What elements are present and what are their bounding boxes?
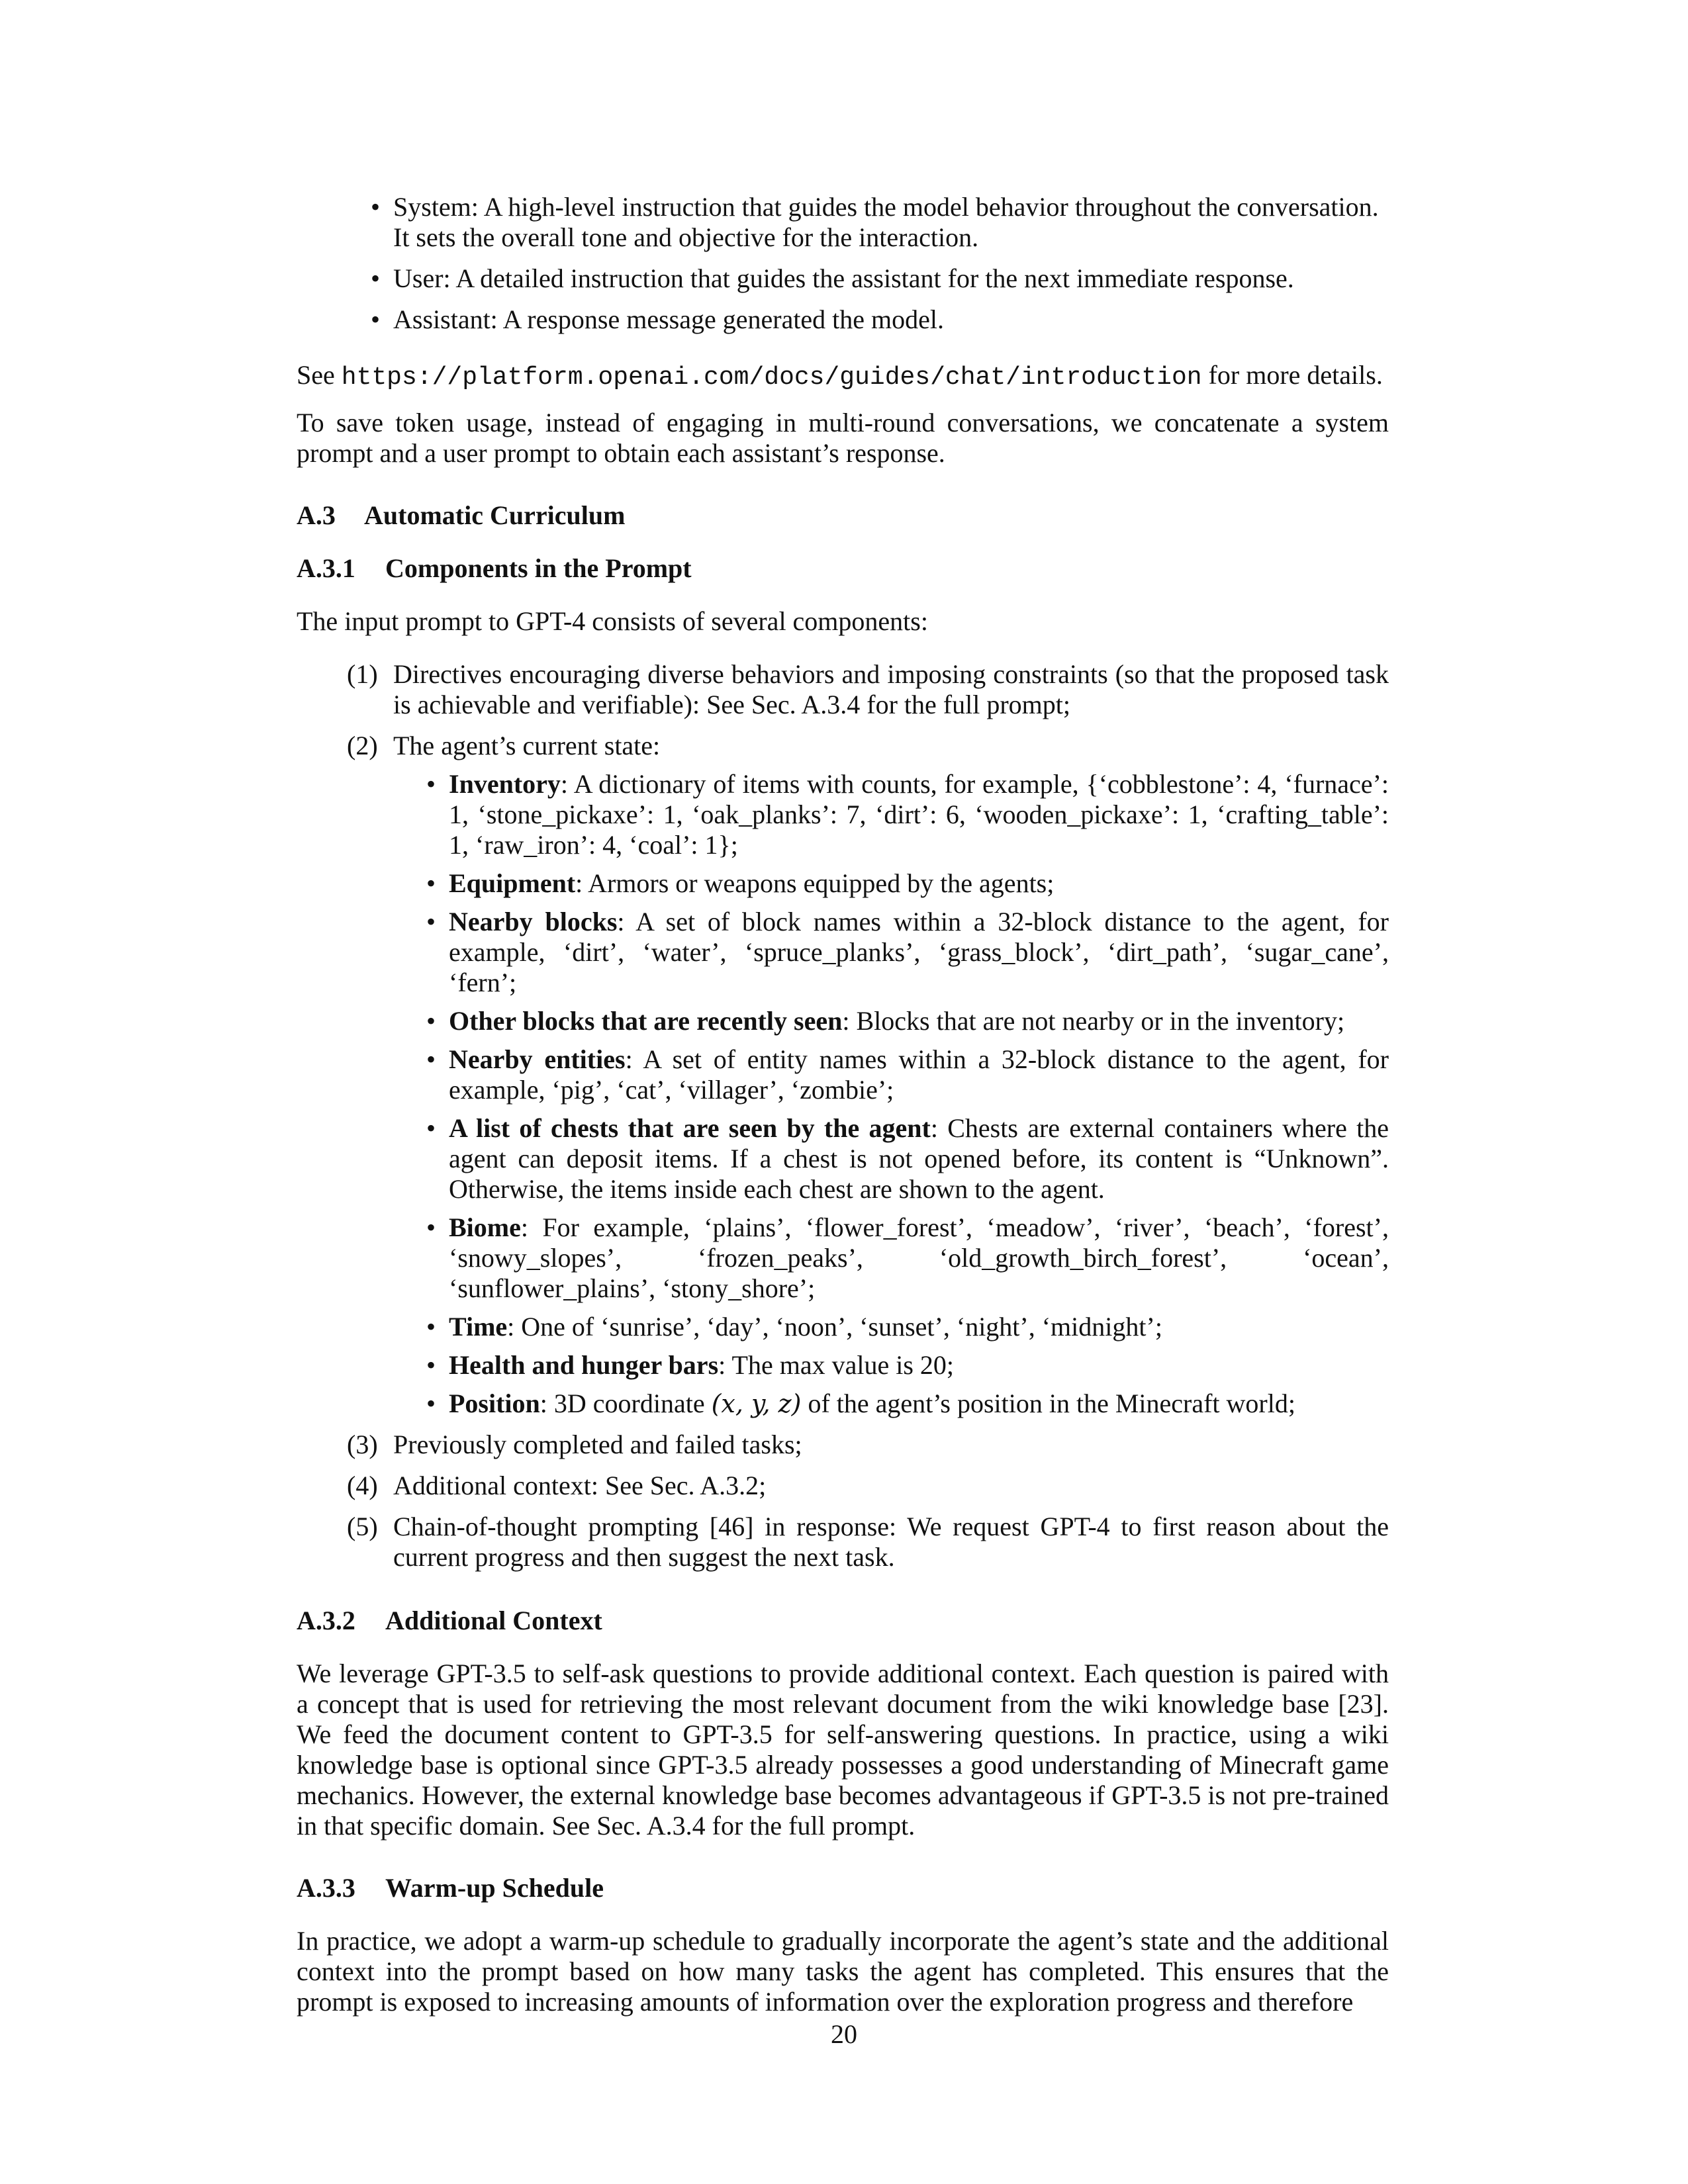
coordinate-math: (x, y, z) bbox=[711, 1389, 802, 1418]
list-item bbox=[297, 192, 1389, 253]
list-item: • Health and hunger bars: The max value is 20; bbox=[426, 1350, 954, 1380]
bullet-icon: • bbox=[426, 1312, 436, 1342]
a33-body: In practice, we adopt a warm-up schedule to gradually incorporate the agent’s state and the additional context into the prompt based on how many tasks the agent has completed. This ensures that the prompt is exposed to increasing amounts of information over the exploration progress and therefore bbox=[297, 1926, 1389, 2017]
list-item: • Biome: For example, ‘plains’, ‘flower_forest’, ‘meadow’, ‘river’, ‘beach’, ‘forest’, ‘snowy_slopes’, ‘frozen_peaks’, ‘old_growth_birch_forest’, ‘ocean’, ‘sunflower_plains’, ‘stony_shore’; bbox=[426, 1212, 1389, 1303]
section-heading-a31: A.3.1 Components in the Prompt bbox=[297, 553, 692, 583]
bullet-icon: • bbox=[426, 907, 436, 936]
list-item: (4) Additional context: See Sec. A.3.2; bbox=[347, 1471, 767, 1500]
list-item: • Nearby blocks: A set of block names within a 32-block distance to the agent, for example, ‘dirt’, ‘water’, ‘spruce_planks’, ‘grass_block’, ‘dirt_path’, ‘sugar_cane’, ‘fern’; bbox=[426, 907, 1389, 997]
section-heading-a33: A.3.3 Warm-up Schedule bbox=[297, 1873, 604, 1903]
state-list bbox=[393, 769, 1389, 1419]
bullet-icon: • bbox=[426, 1350, 436, 1380]
bullet-icon: • bbox=[426, 1212, 436, 1242]
a32-body: We leverage GPT-3.5 to self-ask questions to provide additional context. Each question is paired with a concept that is used for retrieving the most relevant document from the wiki knowledge base [23]. We feed the document content to GPT-3.5 for self-answering questions. In practice, using a wiki knowledge base is optional since GPT-3.5 already possesses a good understanding of Minecraft game mechanics. However, the external knowledge base becomes advantageous if GPT-3.5 is not pre-trained in that specific domain. See Sec. A.3.4 for the full prompt. bbox=[297, 1659, 1389, 1841]
list-item bbox=[297, 304, 1389, 335]
bullet-icon: • bbox=[426, 1044, 436, 1074]
list-item: (2) The agent’s current state: • Inventory: A dictionary of items with counts, for example, {‘cobblestone’: 4, ‘furnace’: 1, ‘stone_pickaxe’: 1, ‘oak_planks’: 7, ‘dirt’: 6, ‘wooden_pickaxe’: 1, ‘crafting_table’: 1, ‘raw_iron’: 4, ‘coal’: 1}; • Equipment: Armors or weapons equipped by the agents; • Nearby blocks: A set of block names within a 32-block distance to the agent, for example, ‘dirt’, ‘water’, ‘spruce_planks’, ‘grass_block’, ‘dirt_path’, ‘sugar_cane’, ‘fern’; • Other blocks that are recently seen: Blocks that are not nearby or in the inventory; • Nearby entities: A set of entity names within a 32-block distance to the agent, for example, ‘pig’, ‘cat’, ‘villager’, ‘zombie’; • A list of chests that are seen by the agent: Chests are external containers where the agent can deposit items. If a chest is not opened before, its content is “Unknown”. Otherwise, the items inside each chest are shown to the agent. • Biome: For example, ‘plains’, ‘flower_forest’, ‘meadow’, ‘river’, ‘beach’, ‘forest’, ‘snowy_slopes’, ‘frozen_peaks’, ‘old_growth_birch_forest’, ‘ocean’, ‘sunflower_plains’, ‘stony_shore’; • Time: One of ‘sunrise’, ‘day’, ‘noon’, ‘sunset’, ‘night’, ‘midnight’; • Health and hunger bars: The max value is 20; • Position: 3D coordinate (x, y, z) of the agent’s position in the Minecraft world; bbox=[347, 731, 1389, 1418]
bullet-icon: • bbox=[371, 304, 381, 334]
page-number: 20 bbox=[831, 2019, 857, 2049]
bullet-icon: • bbox=[371, 263, 381, 293]
list-item: • Nearby entities: A set of entity names within a 32-block distance to the agent, for example, ‘pig’, ‘cat’, ‘villager’, ‘zombie’; bbox=[426, 1044, 1389, 1105]
page-body bbox=[297, 192, 1389, 2017]
list-item: • Time: One of ‘sunrise’, ‘day’, ‘noon’, ‘sunset’, ‘night’, ‘midnight’; bbox=[426, 1312, 1162, 1342]
see-line: See https://platform.openai.com/docs/guides/chat/introduction for more details. bbox=[297, 360, 1383, 392]
list-item: (1) Directives encouraging diverse behaviors and imposing constraints (so that the proposed task is achievable and verifiable): See Sec. A.3.4 for the full prompt; bbox=[347, 659, 1389, 719]
list-item: • Equipment: Armors or weapons equipped by the agents; bbox=[426, 868, 1055, 898]
list-item bbox=[297, 263, 1389, 294]
bullet-icon: • bbox=[426, 1113, 436, 1143]
role-system: System: A high-level instruction that guides the model behavior throughout the conversation. It sets the overall tone and objective for the interaction. bbox=[393, 192, 1379, 252]
role-list bbox=[297, 192, 1389, 335]
list-item: • Inventory: A dictionary of items with counts, for example, {‘cobblestone’: 4, ‘furnace’: 1, ‘stone_pickaxe’: 1, ‘oak_planks’: 7, ‘dirt’: 6, ‘wooden_pickaxe’: 1, ‘crafting_table’: 1, ‘raw_iron’: 4, ‘coal’: 1}; bbox=[426, 769, 1389, 860]
bullet-icon: • bbox=[426, 868, 436, 898]
bullet-icon: • bbox=[426, 1006, 436, 1036]
bullet-icon: • bbox=[426, 1388, 436, 1418]
role-user: User: A detailed instruction that guides the assistant for the next immediate response. bbox=[393, 263, 1294, 293]
list-item: (3) Previously completed and failed tasks; bbox=[347, 1430, 802, 1459]
list-item: • Other blocks that are recently seen: Blocks that are not nearby or in the inventory; bbox=[426, 1006, 1345, 1036]
bullet-icon: • bbox=[426, 769, 436, 799]
section-heading-a3: A.3 Automatic Curriculum bbox=[297, 500, 626, 530]
section-heading-a32: A.3.2 Additional Context bbox=[297, 1606, 602, 1635]
a31-intro: The input prompt to GPT-4 consists of several components: bbox=[297, 606, 928, 636]
bullet-icon: • bbox=[371, 192, 381, 222]
docs-url-link[interactable]: https://platform.openai.com/docs/guides/chat/introduction bbox=[341, 363, 1202, 392]
list-item: • A list of chests that are seen by the agent: Chests are external containers where the agent can deposit items. If a chest is not opened before, its content is “Unknown”. Otherwise, the items inside each chest are shown to the agent. bbox=[426, 1113, 1389, 1204]
list-item: (5) Chain-of-thought prompting [46] in response: We request GPT-4 to first reason about the current progress and then suggest the next task. bbox=[347, 1512, 1389, 1572]
role-assistant: Assistant: A response message generated the model. bbox=[393, 304, 945, 334]
component-list bbox=[297, 659, 1389, 1572]
token-paragraph: To save token usage, instead of engaging in multi-round conversations, we concatenate a system prompt and a user prompt to obtain each assistant’s response. bbox=[297, 408, 1389, 468]
list-item: • Position: 3D coordinate (x, y, z) of the agent’s position in the Minecraft world; bbox=[426, 1388, 1295, 1418]
